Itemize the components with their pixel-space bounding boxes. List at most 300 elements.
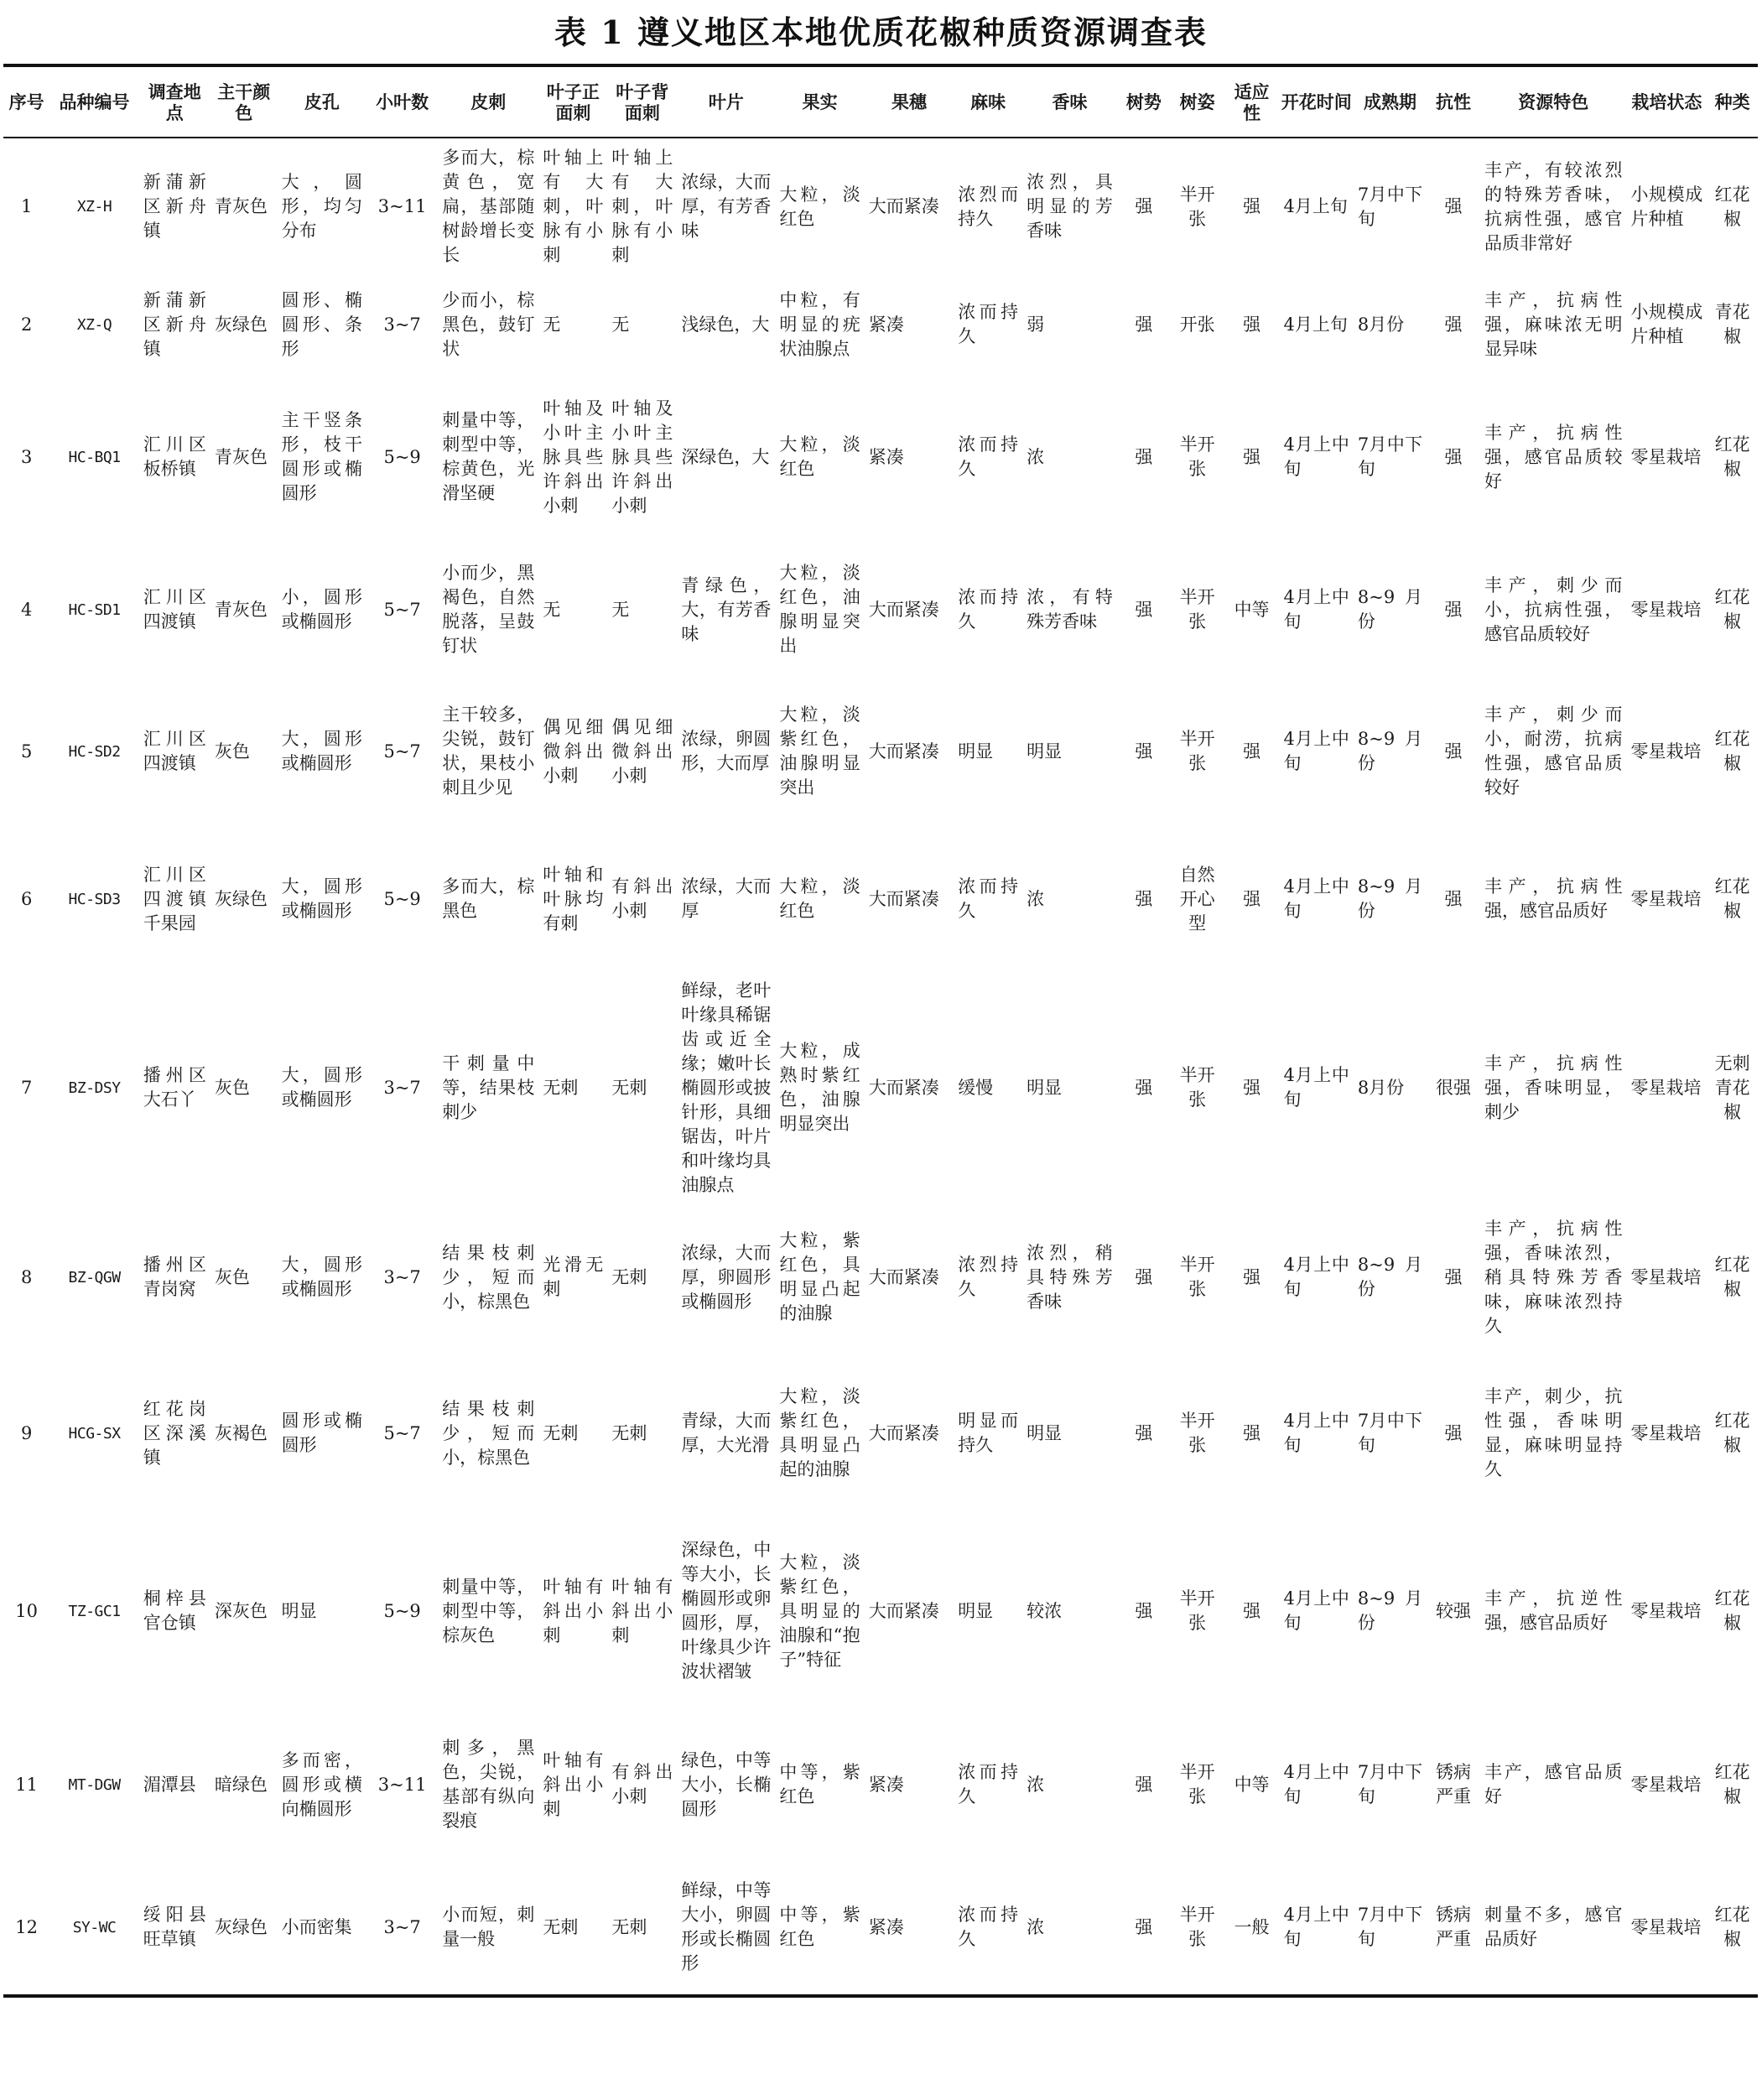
table-cell: 缓慢	[958, 1077, 994, 1098]
table-cell: 多而密，圆形或横向椭圆形	[281, 1749, 363, 1819]
table-cell: 红花椒	[1714, 729, 1750, 773]
table-cell: 无刺	[543, 1422, 579, 1443]
table-cell: 强	[1444, 446, 1463, 467]
table-cell: 明显	[1027, 1422, 1063, 1443]
table-cell: 丰产，刺少而小，抗病性强，感官品质较好	[1484, 574, 1623, 644]
table-cell: 多而大，棕黄色，宽扁，基部随树龄增长变长	[442, 148, 535, 265]
table-cell: 强	[1444, 741, 1463, 762]
table-cell: 强	[1117, 1860, 1171, 1996]
table-title: 表 1 遵义地区本地优质花椒种质资源调查表	[554, 13, 1208, 51]
table-cell: 无	[611, 314, 630, 335]
column-header: 小叶数	[366, 65, 438, 138]
table-cell: 强	[1444, 599, 1463, 620]
table-cell: 8~9月份	[1357, 876, 1423, 921]
column-header: 品种编号	[49, 65, 138, 138]
table-cell: 4月上旬	[1283, 314, 1348, 335]
column-header: 成熟期	[1354, 65, 1427, 138]
table-cell: 4月上旬	[1283, 196, 1348, 216]
table-cell: 青灰色	[214, 196, 268, 216]
table-cell: 很强	[1436, 1077, 1472, 1098]
table-cell: 4月上中旬	[1283, 876, 1349, 921]
table-cell: 2	[20, 314, 33, 335]
table-cell: 强	[1243, 196, 1261, 216]
table-cell: 红花椒	[1714, 1762, 1750, 1806]
table-cell: 半开张	[1179, 184, 1215, 229]
table-cell: 强	[1243, 1600, 1261, 1621]
table-cell: 小，圆形或椭圆形	[281, 587, 363, 632]
table-cell: 半开张	[1171, 1860, 1224, 1996]
table-cell: 红花椒	[1714, 1255, 1750, 1299]
table-cell: 偶见细微斜出小刺	[611, 716, 673, 786]
table-cell: 小而密集	[278, 1860, 366, 1996]
table-cell: 叶轴有斜出小刺	[543, 1576, 604, 1645]
table-cell: 强	[1135, 1266, 1153, 1287]
table-cell: 半开张	[1179, 1411, 1215, 1455]
table-row	[3, 275, 1758, 374]
table-cell: 强	[1135, 1422, 1153, 1443]
column-header: 栽培状态	[1626, 65, 1707, 138]
table-cell: 浓而持久	[958, 302, 1019, 346]
table-cell: 叶轴和叶脉均有刺	[543, 864, 604, 933]
table-cell: TZ-GC1	[68, 1602, 121, 1620]
table-cell: 紧凑	[865, 1860, 954, 1996]
column-header: 叶子正面刺	[538, 65, 607, 138]
table-cell: 灰绿色	[214, 314, 268, 335]
table-cell: 大而紧凑	[868, 1600, 939, 1621]
table-cell: 浓烈持久	[958, 1255, 1019, 1299]
table-cell: 丰产，抗病性强，感官品质较好	[1484, 422, 1623, 491]
table-cell: 9	[20, 1422, 33, 1443]
table-cell: 结果枝刺少，短而小，棕黑色	[442, 1242, 535, 1312]
table-cell: 自然开心型	[1179, 864, 1215, 933]
table-cell: HCG-SX	[68, 1424, 121, 1442]
table-cell: 3	[20, 446, 33, 467]
table-cell: 大而紧凑	[868, 1422, 939, 1443]
table-cell: 3~7	[383, 314, 421, 335]
table-cell: 无刺	[543, 1077, 579, 1098]
table-cell: 明显	[1027, 741, 1063, 762]
table-cell: 浓而持久	[954, 1860, 1022, 1996]
table-cell: 偶见细微斜出小刺	[543, 716, 604, 786]
table-cell: SY-WC	[49, 1860, 138, 1996]
table-cell: 强	[1444, 1422, 1463, 1443]
table-cell: 无刺	[611, 1422, 647, 1443]
table-cell: 大，圆形或椭圆形	[281, 1065, 363, 1110]
table-cell: 浓绿，大而厚	[681, 876, 772, 921]
table-cell: 深灰色	[214, 1600, 268, 1621]
table-cell: 1	[20, 196, 33, 216]
table-cell: 红花椒	[1714, 876, 1750, 921]
table-cell: 小而少，黑褐色，自然脱落，呈鼓钉状	[442, 563, 535, 656]
table-cell: 大而紧凑	[868, 888, 939, 909]
table-cell: 7月中下旬	[1357, 1411, 1423, 1455]
table-cell: 大而紧凑	[868, 1266, 939, 1287]
table-cell: 绿色，中等大小，长椭圆形	[681, 1749, 772, 1819]
table-cell: XZ-Q	[76, 315, 112, 334]
table-cell: 紧凑	[868, 1774, 904, 1795]
table-cell: 湄潭县	[143, 1774, 196, 1795]
table-cell: 汇川区四渡镇千果园	[143, 864, 206, 933]
table-cell: 红花椒	[1714, 434, 1750, 479]
table-cell: 8~9月份	[1357, 1255, 1423, 1299]
table-cell: MT-DGW	[68, 1775, 121, 1794]
table-cell: 强	[1444, 314, 1463, 335]
table-cell: 少而小，棕黑色，鼓钉状	[442, 289, 535, 359]
column-header: 开花时间	[1280, 65, 1354, 138]
table-cell: 半开张	[1179, 1762, 1215, 1806]
table-cell: 中等，紫红色	[779, 1762, 860, 1806]
table-cell: 强	[1135, 741, 1153, 762]
table-cell: 青灰色	[214, 599, 268, 620]
table-cell: 锈病严重	[1427, 1860, 1480, 1996]
table-cell: 大粒，紫红色，具明显凸起的油腺	[779, 1230, 860, 1323]
table-cell: 汇川区四渡镇	[143, 729, 206, 773]
table-cell: 浓而持久	[958, 434, 1019, 479]
table-cell: 灰绿色	[211, 1860, 278, 1996]
table-row	[3, 1709, 1758, 1860]
table-cell: 8~9月份	[1357, 1588, 1423, 1633]
column-header: 叶子背面刺	[607, 65, 677, 138]
table-cell: 4	[20, 599, 33, 620]
table-cell: 5~9	[383, 446, 421, 467]
column-header: 叶片	[677, 65, 775, 138]
table-cell: 零星栽培	[1630, 1077, 1702, 1098]
table-cell: 半开张	[1179, 587, 1215, 632]
table-cell: 大而紧凑	[868, 196, 939, 216]
table-cell: 中等	[1234, 599, 1270, 620]
table-cell: 7月中下旬	[1354, 1860, 1427, 1996]
table-cell: 鲜绿，中等大小，卵圆形或长椭圆形	[677, 1860, 775, 1996]
table-cell: 大粒，淡紫红色，具明显的油腺和“抱子”特征	[779, 1552, 860, 1670]
table-cell: BZ-QGW	[68, 1268, 121, 1287]
table-cell: 大而紧凑	[868, 1077, 939, 1098]
table-cell: 无	[543, 314, 561, 335]
table-cell: 丰产，刺少，抗性强，香味明显，麻味明显持久	[1484, 1386, 1623, 1479]
column-header: 树势	[1117, 65, 1171, 138]
table-cell: 4月上中旬	[1280, 1860, 1354, 1996]
table-cell: 零星栽培	[1630, 741, 1702, 762]
column-header: 抗性	[1427, 65, 1480, 138]
table-cell: 叶轴及小叶主脉具些许斜出小刺	[543, 398, 604, 516]
table-cell: 强	[1135, 888, 1153, 909]
table-cell: 新蒲新区新舟镇	[143, 289, 206, 359]
table-cell: 主干竖条形，枝干圆形或椭圆形	[281, 410, 363, 503]
table-cell: 紧凑	[868, 314, 904, 335]
table-cell: 4月上中旬	[1283, 1588, 1349, 1633]
table-cell: 较浓	[1027, 1600, 1063, 1621]
table-cell: 有斜出小刺	[611, 1762, 673, 1806]
table-cell: 12	[3, 1860, 49, 1996]
table-cell: 叶轴上有大刺，叶脉有小刺	[611, 148, 673, 265]
column-header: 香味	[1022, 65, 1117, 138]
table-cell: 无	[543, 599, 561, 620]
table-cell: 刺多，黑色，尖锐，基部有纵向裂痕	[442, 1738, 535, 1831]
table-cell: 灰色	[214, 1266, 250, 1287]
table-cell: 明显而持久	[958, 1411, 1019, 1455]
column-header: 皮孔	[278, 65, 366, 138]
table-cell: 丰产，抗病性强，香味浓烈，稍具特殊芳香味，麻味浓烈持久	[1484, 1218, 1623, 1336]
table-cell: 浓	[1027, 888, 1045, 909]
table-cell: 红花岗区深溪镇	[143, 1398, 206, 1468]
table-cell: 强	[1444, 196, 1463, 216]
column-header: 序号	[3, 65, 49, 138]
table-cell: 浓而持久	[958, 587, 1019, 632]
table-cell: 灰色	[214, 741, 250, 762]
table-cell: 刺量中等，刺型中等，棕黄色，光滑坚硬	[442, 410, 535, 503]
table-cell: 丰产，抗病性强，麻味浓无明显异味	[1484, 289, 1623, 359]
table-cell: 4月上中旬	[1283, 434, 1349, 479]
table-row	[3, 138, 1758, 275]
table-cell: 3~11	[377, 196, 427, 216]
table-cell: 强	[1135, 196, 1153, 216]
table-cell: 半开张	[1179, 434, 1215, 479]
table-cell: 红花椒	[1714, 1411, 1750, 1455]
table-cell: 零星栽培	[1630, 1266, 1702, 1287]
table-cell: 圆形或椭圆形	[281, 1411, 363, 1455]
table-cell: 光滑无刺	[543, 1255, 604, 1299]
table-cell: 7月中下旬	[1357, 1762, 1423, 1806]
table-cell: 丰产，抗逆性强，感官品质好	[1484, 1588, 1623, 1633]
table-cell: 强	[1243, 888, 1261, 909]
table-cell: 无刺	[611, 1266, 647, 1287]
table-cell: 半开张	[1179, 729, 1215, 773]
table-cell: 大粒，淡红色	[779, 434, 860, 479]
table-cell: HC-SD1	[68, 600, 121, 619]
table-cell: 灰褐色	[214, 1422, 268, 1443]
table-cell: 5~9	[383, 888, 421, 909]
table-cell: 青花椒	[1714, 302, 1750, 346]
table-cell: 强	[1444, 888, 1463, 909]
table-cell: 深绿色，大	[681, 446, 770, 467]
table-cell: 红花椒	[1707, 1860, 1758, 1996]
header-row	[3, 65, 1758, 138]
table-cell: BZ-DSY	[68, 1079, 121, 1097]
table-cell: 浓烈，稍具特殊芳香味	[1027, 1242, 1113, 1312]
column-header: 资源特色	[1480, 65, 1627, 138]
table-cell: XZ-H	[76, 198, 112, 216]
table-cell: 刺量不多，感官品质好	[1480, 1860, 1627, 1996]
table-cell: 中等，紫红色	[775, 1860, 864, 1996]
table-cell: 强	[1135, 314, 1153, 335]
table-cell: 明显	[281, 1600, 317, 1621]
table-cell: 5~7	[383, 1422, 421, 1443]
table-cell: 5	[20, 741, 33, 762]
table-cell: 强	[1243, 1422, 1261, 1443]
table-row	[3, 1860, 1758, 1996]
table-cell: 强	[1135, 1077, 1153, 1098]
table-cell: 强	[1243, 314, 1261, 335]
table-cell: 青绿，大而厚，大光滑	[681, 1411, 772, 1455]
table-cell: HC-BQ1	[68, 448, 121, 466]
table-cell: 大而紧凑	[868, 599, 939, 620]
table-cell: 4月上中旬	[1283, 587, 1349, 632]
table-cell: 零星栽培	[1630, 1422, 1702, 1443]
table-cell: 丰产，感官品质好	[1484, 1762, 1623, 1806]
table-cell: 7月中下旬	[1357, 434, 1423, 479]
table-cell: 6	[20, 888, 33, 909]
table-cell: 半开张	[1179, 1255, 1215, 1299]
table-cell: 零星栽培	[1630, 888, 1702, 909]
table-cell: 8	[20, 1266, 33, 1287]
table-cell: 大，圆形或椭圆形	[281, 876, 363, 921]
table-cell: 鲜绿，老叶叶缘具稀锯齿或近全缘；嫩叶长椭圆形或披针形，具细锯齿，叶片和叶缘均具油腺点	[681, 980, 772, 1195]
table-cell: 青绿色，大，有芳香味	[681, 574, 772, 644]
table-cell: 明显	[958, 741, 994, 762]
table-cell: 零星栽培	[1630, 1774, 1702, 1795]
table-row	[3, 824, 1758, 975]
table-cell: 弱	[1027, 314, 1045, 335]
table-cell: 汇川区四渡镇	[143, 587, 206, 632]
table-cell: 浓绿，卵圆形，大而厚	[681, 729, 772, 773]
table-cell: 结果枝刺少，短而小，棕黑色	[442, 1398, 535, 1468]
table-cell: 叶轴及小叶主脉具些许斜出小刺	[611, 398, 673, 516]
table-cell: 锈病严重	[1436, 1762, 1472, 1806]
table-cell: 零星栽培	[1630, 1600, 1702, 1621]
table-cell: 8月份	[1357, 314, 1405, 335]
table-cell: 半开张	[1179, 1588, 1215, 1633]
table-cell: 7	[20, 1077, 33, 1098]
table-row	[3, 540, 1758, 679]
table-row	[3, 679, 1758, 824]
column-header: 果穗	[865, 65, 954, 138]
table-cell: 圆形、椭圆形、条形	[281, 289, 363, 359]
table-cell: 强	[1444, 1266, 1463, 1287]
table-cell: 强	[1243, 1266, 1261, 1287]
table-cell: 丰产，刺少而小，耐涝，抗病性强，感官品质较好	[1484, 704, 1623, 798]
table-cell: 强	[1243, 446, 1261, 467]
table-cell: 强	[1135, 446, 1153, 467]
table-cell: 7月中下旬	[1357, 184, 1423, 229]
table-cell: 大粒，成熟时紫红色，油腺明显突出	[779, 1041, 860, 1134]
table-cell: 8~9月份	[1357, 587, 1423, 632]
table-cell: 4月上中旬	[1283, 729, 1349, 773]
column-header: 主干颜色	[211, 65, 278, 138]
table-cell: 5~7	[383, 599, 421, 620]
germplasm-table	[3, 64, 1758, 1998]
table-cell: 浅绿色，大	[681, 314, 770, 335]
table-row	[3, 975, 1758, 1201]
table-cell: 丰产，抗病性强，感官品质好	[1484, 876, 1623, 921]
table-cell: 叶轴有斜出小刺	[543, 1749, 604, 1819]
table-cell: 红花椒	[1714, 1588, 1750, 1633]
table-cell: 灰色	[214, 1077, 250, 1098]
table-cell: 无刺	[611, 1077, 647, 1098]
table-cell: 明显	[1027, 1077, 1063, 1098]
table-cell: 大粒，淡红色	[779, 876, 860, 921]
table-cell: 暗绿色	[214, 1774, 268, 1795]
column-header: 适应性	[1224, 65, 1280, 138]
column-header: 树姿	[1171, 65, 1224, 138]
table-cell: 灰绿色	[214, 888, 268, 909]
table-cell: 强	[1243, 741, 1261, 762]
table-cell: 大粒，淡紫红色，油腺明显突出	[779, 704, 860, 798]
table-cell: 紧凑	[868, 446, 904, 467]
table-cell: 大，圆形，均匀分布	[281, 172, 363, 241]
table-row	[3, 1513, 1758, 1709]
table-cell: 干刺量中等，结果枝刺少	[442, 1053, 535, 1122]
table-cell: 浓烈，具明显的芳香味	[1027, 172, 1113, 241]
table-row	[3, 1354, 1758, 1513]
table-cell: 3~7	[383, 1077, 421, 1098]
column-header: 种类	[1707, 65, 1758, 138]
table-cell: 浓绿，大而厚，卵圆形或椭圆形	[681, 1242, 772, 1312]
column-header: 调查地点	[139, 65, 211, 138]
table-cell: 播州区大石丫	[143, 1065, 206, 1110]
table-cell: 红花椒	[1714, 587, 1750, 632]
table-cell: 零星栽培	[1626, 1860, 1707, 1996]
table-row	[3, 374, 1758, 540]
table-cell: 强	[1135, 1774, 1153, 1795]
table-cell: 大而紧凑	[868, 741, 939, 762]
table-cell: 无刺	[607, 1860, 677, 1996]
table-cell: 开张	[1179, 314, 1215, 335]
table-cell: 无刺青花椒	[1714, 1053, 1750, 1122]
table-cell: 4月上中旬	[1283, 1411, 1349, 1455]
table-cell: 一般	[1224, 1860, 1280, 1996]
table-cell: 大，圆形或椭圆形	[281, 729, 363, 773]
table-cell: 红花椒	[1714, 184, 1750, 229]
table-cell: 浓	[1027, 1774, 1045, 1795]
table-cell: 强	[1135, 1600, 1153, 1621]
table-cell: 4月上中旬	[1283, 1255, 1349, 1299]
table-cell: 主干较多，尖锐，鼓钉状，果枝小刺且少见	[442, 704, 535, 798]
table-cell: 中等	[1234, 1774, 1270, 1795]
table-cell: 新蒲新区新舟镇	[143, 172, 206, 241]
table-cell: 5~7	[383, 741, 421, 762]
table-cell: 3~11	[377, 1774, 427, 1795]
table-cell: 多而大，棕黑色	[442, 876, 535, 921]
table-cell: 8月份	[1357, 1077, 1405, 1098]
table-row	[3, 1201, 1758, 1354]
table-cell: 强	[1135, 599, 1153, 620]
table-cell: HC-SD3	[68, 890, 121, 908]
table-cell: 零星栽培	[1630, 446, 1702, 467]
table-cell: 有斜出小刺	[611, 876, 673, 921]
table-cell: 大粒，淡红色，油腺明显突出	[779, 563, 860, 656]
table-cell: 大粒，淡红色	[779, 184, 860, 229]
table-cell: 浓而持久	[958, 876, 1019, 921]
table-cell: 8~9月份	[1357, 729, 1423, 773]
table-cell: 汇川区板桥镇	[143, 434, 206, 479]
table-cell: 10	[15, 1600, 39, 1621]
table-cell: 大粒，淡紫红色，具明显凸起的油腺	[779, 1386, 860, 1479]
table-cell: 丰产，有较浓烈的特殊芳香味，抗病性强，感官品质非常好	[1484, 159, 1623, 253]
table-cell: 小而短，刺量一般	[438, 1860, 538, 1996]
table-cell: 明显	[958, 1600, 994, 1621]
table-cell: 浓	[1027, 446, 1045, 467]
table-cell: 播州区青岗窝	[143, 1255, 206, 1299]
column-header: 果实	[775, 65, 864, 138]
table-cell: 11	[15, 1774, 39, 1795]
table-cell: 丰产，抗病性强，香味明显，刺少	[1484, 1053, 1623, 1122]
table-cell: 刺量中等，刺型中等，棕灰色	[442, 1576, 535, 1645]
column-header: 皮刺	[438, 65, 538, 138]
table-cell: 深绿色，中等大小，长椭圆形或卵圆形，厚，叶缘具少许波状褶皱	[681, 1540, 772, 1682]
table-cell: 浓绿，大而厚，有芳香味	[681, 172, 772, 241]
table-cell: 浓烈而持久	[958, 184, 1019, 229]
table-cell: 零星栽培	[1630, 599, 1702, 620]
table-cell: 绥阳县旺草镇	[139, 1860, 211, 1996]
table-cell: 浓而持久	[958, 1762, 1019, 1806]
table-cell: 大，圆形或椭圆形	[281, 1255, 363, 1299]
table-cell: 3~7	[383, 1266, 421, 1287]
table-cell: 叶轴上有大刺，叶脉有小刺	[543, 148, 604, 265]
table-cell: 5~9	[383, 1600, 421, 1621]
table-cell: 桐梓县官仓镇	[143, 1588, 206, 1633]
table-cell: 小规模成片种植	[1630, 184, 1703, 229]
table-cell: 浓，有特殊芳香味	[1027, 587, 1113, 632]
table-cell: 4月上中旬	[1283, 1065, 1349, 1110]
